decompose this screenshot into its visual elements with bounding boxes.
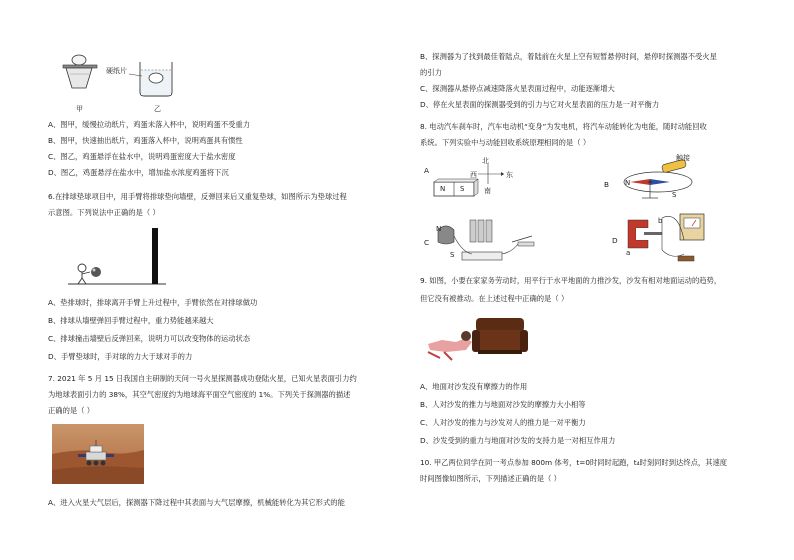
figure-label-yi: 乙 xyxy=(154,105,161,113)
q10-stem-line1: 10. 甲乙两位同学在同一考点参加 800m 体考，t=0时同时起跑，t₄时刻同时到达终点，其速度 xyxy=(420,458,728,467)
q8-a-magnet-s: S xyxy=(460,185,465,193)
q8-d-a: a xyxy=(626,249,631,257)
q5-option-b: B、图甲，快速抽出纸片，鸡蛋落入杯中，说明鸡蛋具有惯性 xyxy=(48,136,243,145)
q9-option-a: A、地面对沙发没有摩擦力的作用 xyxy=(420,382,528,391)
q7-option-d: D、停在火星表面的探测器受到的引力与它对火星表面的压力是一对平衡力 xyxy=(420,100,660,109)
q9-option-c: C、人对沙发的推力与沙发对人的推力是一对平衡力 xyxy=(420,418,586,427)
q6-option-d: D、手臂垫球时，手对球的力大于球对手的力 xyxy=(48,352,193,361)
q7-stem-line2: 为地球表面引力的 38%，其空气密度约为地球海平面空气密度的 1%。下列关于探测器的描述 xyxy=(48,390,351,399)
q8-figure-a xyxy=(422,160,532,204)
q8-a-magnet-n: N xyxy=(440,185,446,193)
q8-c-s: S xyxy=(450,251,455,259)
q7-option-b-line2: 的引力 xyxy=(420,68,442,77)
q9-option-d: D、沙发受到的重力与地面对沙发的支持力是一对相互作用力 xyxy=(420,436,616,445)
q8-stem-line2: 系统。下列实验中与动能回收系统原理相同的是（ ） xyxy=(420,138,591,147)
q8-a-west: 西 xyxy=(470,171,477,179)
q8-label-c: C xyxy=(424,238,430,247)
q6-stem-line2: 示意图。下列说法中正确的是（ ） xyxy=(48,208,160,217)
q9-option-b: B、人对沙发的推力与地面对沙发的摩擦力大小相等 xyxy=(420,400,586,409)
q7-option-c: C、探测器从悬停点减速降落火星表面过程中，动能逐渐增大 xyxy=(420,84,615,93)
sofa-push-figure xyxy=(426,310,536,364)
q6-stem-line1: 6.在排球垫球项目中，用手臂将排球垫向墙壁，反弹回来后又重复垫球，如图所示为垫球过程 xyxy=(48,192,347,201)
q8-b-s: S xyxy=(672,191,677,199)
figure-label-jia: 甲 xyxy=(76,105,83,113)
q5-option-d: D、图乙，鸡蛋悬浮在盐水中，增加盐水浓度鸡蛋将下沉 xyxy=(48,168,229,177)
volleyball-figure xyxy=(68,226,168,290)
q8-label-d: D xyxy=(612,236,618,245)
q7-option-a: A、进入火星大气层后，探测器下降过程中其表面与大气层摩擦，机械能转化为其它形式的能 xyxy=(48,498,345,507)
q10-stem-line2: 时间图像如图所示，下列描述正确的是（ ） xyxy=(420,474,561,483)
q8-a-north: 北 xyxy=(482,157,489,165)
q8-figure-d xyxy=(618,210,728,270)
q8-a-east: 东 xyxy=(506,171,513,179)
q8-d-b: b xyxy=(658,217,663,225)
q8-a-south: 南 xyxy=(484,187,491,195)
q8-c-n: N xyxy=(436,225,442,233)
q8-b-touch: 触接 xyxy=(676,154,690,162)
q5-option-a: A、图甲，缓慢拉动纸片，鸡蛋未落入杯中，说明鸡蛋不受重力 xyxy=(48,120,251,129)
q6-option-b: B、排球从墙壁弹回手臂过程中，重力势能越来越大 xyxy=(48,316,214,325)
q7-stem-line1: 7. 2021 年 5 月 15 日我国自主研制的天问一号火星探测器成功登陆火星，已知火星表面引力约 xyxy=(48,374,357,383)
q7-option-b-line1: B、探测器为了找到最佳着陆点，着陆前在火星上空有短暂悬停时间，悬停时探测器不受火星 xyxy=(420,52,717,61)
q8-label-a: A xyxy=(424,166,429,175)
q5-option-c: C、图乙，鸡蛋悬浮在盐水中，说明鸡蛋密度大于盐水密度 xyxy=(48,152,236,161)
q9-stem-line1: 9. 如图，小要在家家务劳动时，用平行于水平地面的力推沙发，沙发有相对地面运动的趋势， xyxy=(420,276,722,285)
q9-stem-line2: 但它没有被推动。在上述过程中正确的是（ ） xyxy=(420,294,569,303)
q7-stem-line3: 正确的是（ ） xyxy=(48,406,95,415)
q8-label-b: B xyxy=(604,180,610,189)
q6-option-a: A、垫排球时，排球离开手臂上升过程中，手臂依然在对排球做功 xyxy=(48,298,258,307)
card-label: 硬纸片 xyxy=(106,67,127,75)
q8-figure-c xyxy=(432,212,542,266)
q8-stem-line1: 8. 电动汽车刹车时，汽车电动机“变身”为发电机，将汽车动能转化为电能，随时动能回收 xyxy=(420,122,707,131)
q8-b-n: N xyxy=(625,179,631,187)
q6-option-c: C、排球撞击墙壁后反弹回来，说明力可以改变物体的运动状态 xyxy=(48,334,251,343)
mars-rover-photo xyxy=(52,424,144,484)
